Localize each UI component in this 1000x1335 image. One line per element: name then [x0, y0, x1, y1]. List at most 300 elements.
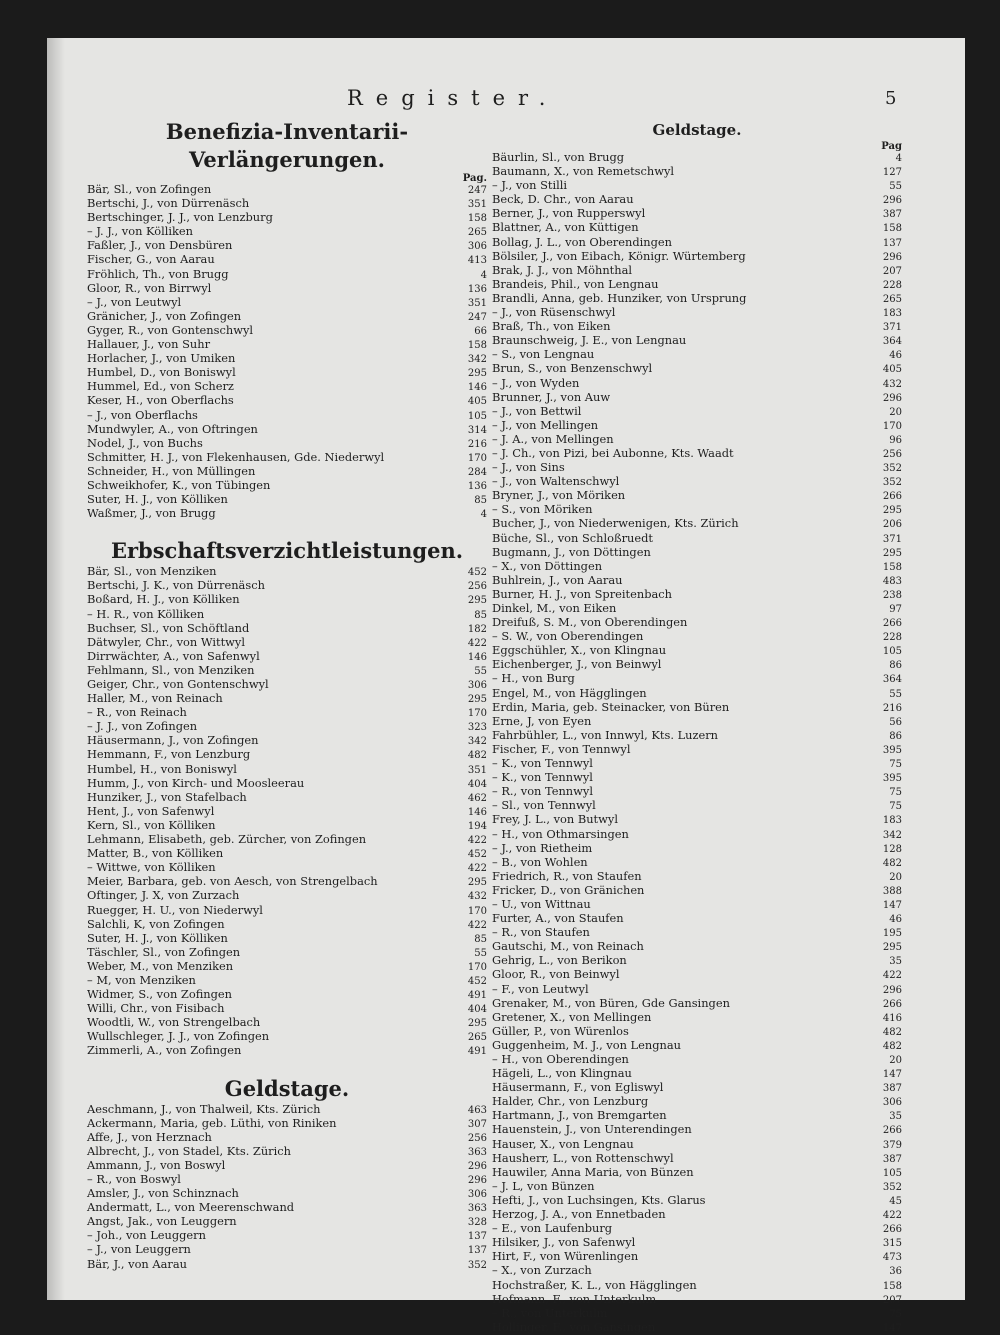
register-entry [492, 729, 902, 743]
entry-page-ref: 296 [882, 195, 902, 207]
register-entry [492, 701, 902, 715]
register-entry [87, 296, 487, 310]
register-entry [492, 179, 902, 193]
entry-name: Ammann, J., von Boswyl [87, 1157, 226, 1172]
entry-page-ref: 170 [467, 905, 487, 917]
entry-name: – J., von Oberflachs [87, 407, 198, 422]
register-entry [87, 678, 487, 692]
entry-page-ref: 128 [882, 843, 902, 855]
entry-page-ref: 306 [882, 1097, 902, 1109]
entry-name: Hausherr, L., von Rottenschwyl [492, 1150, 674, 1165]
entry-page-ref: 136 [467, 480, 487, 492]
erbschaft-list [87, 565, 487, 1058]
entry-name: Grenaker, M., von Büren, Gde Gansingen [492, 995, 730, 1010]
entry-page-ref: 85 [474, 933, 487, 945]
entry-page-ref: 216 [467, 438, 487, 450]
benefizia-list [87, 183, 487, 521]
register-entry [87, 932, 487, 946]
register-entry [87, 847, 487, 861]
entry-name: Fröhlich, Th., von Brugg [87, 266, 229, 281]
register-entry [492, 687, 902, 701]
entry-page-ref: 422 [882, 970, 902, 982]
register-entry [492, 1039, 902, 1053]
entry-name: – R., von Staufen [492, 925, 590, 940]
entry-page-ref: 295 [467, 877, 487, 889]
entry-name: Schmitter, H. J., von Flekenhausen, Gde. Niederwyl [87, 449, 385, 464]
register-entry [87, 1187, 487, 1201]
entry-page-ref: 296 [882, 392, 902, 404]
entry-page-ref: 85 [474, 495, 487, 507]
entry-name: Brunner, J., von Auw [492, 389, 611, 404]
entry-name: Amsler, J., von Schinznach [87, 1186, 239, 1201]
register-entry [492, 1180, 902, 1194]
entry-name: Dirrwächter, A., von Safenwyl [87, 648, 260, 663]
register-entry [492, 391, 902, 405]
entry-page-ref: 295 [467, 595, 487, 607]
register-entry [492, 278, 902, 292]
register-entry [87, 664, 487, 678]
entry-page-ref: 491 [467, 1046, 487, 1058]
entry-page-ref: 452 [467, 849, 487, 861]
register-entry [492, 1236, 902, 1250]
entry-name: – E., von Laufenburg [492, 1221, 613, 1236]
register-entry [492, 461, 902, 475]
entry-page-ref: 147 [882, 899, 902, 911]
entry-name: Faßler, J., von Densbüren [87, 238, 233, 253]
entry-page-ref: 328 [467, 1217, 487, 1229]
section-title-benefizia: Benefizia-Inventarii-Verlängerungen. [165, 119, 409, 172]
register-entry [492, 785, 902, 799]
entry-name: Willi, Chr., von Fisibach [87, 1001, 225, 1016]
entry-name: Bölsiler, J., von Eibach, Königr. Würtemberg [492, 248, 746, 263]
entry-page-ref: 462 [467, 792, 487, 804]
entry-page-ref: 405 [467, 396, 487, 408]
entry-name: Mundwyler, A., von Oftringen [87, 421, 258, 436]
entry-page-ref: 55 [474, 665, 487, 677]
register-entry [87, 1243, 487, 1257]
entry-page-ref: 306 [467, 680, 487, 691]
entry-page-ref: 422 [882, 1210, 902, 1222]
section-title-erbschaft: Erbschaftsverzichtleistungen. [110, 538, 464, 564]
entry-name: Keser, H., von Oberflachs [87, 393, 234, 408]
entry-name: Brak, J. J., von Möhnthal [492, 262, 633, 277]
entry-name: – K., von Tennwyl [492, 770, 593, 785]
register-entry [87, 918, 487, 932]
register-entry [492, 1250, 902, 1264]
entry-name: Hollinger, F., von Gansingen [492, 1319, 656, 1334]
entry-page-ref: 352 [467, 1259, 487, 1271]
entry-name: – J., von Rietheim [492, 840, 593, 855]
register-entry [87, 451, 487, 465]
entry-page-ref: 404 [467, 778, 487, 790]
register-entry [87, 622, 487, 636]
entry-name: Gehrig, L., von Berikon [492, 953, 627, 968]
entry-page-ref: 416 [882, 1012, 902, 1024]
entry-name: Hilsiker, J., von Safenwyl [492, 1235, 636, 1250]
register-entry [87, 875, 487, 889]
register-entry [87, 1215, 487, 1229]
entry-name: Blattner, A., von Küttigen [492, 220, 639, 235]
register-entry [492, 1321, 902, 1335]
entry-name: Häusermann, F., von Egliswyl [492, 1080, 664, 1095]
register-entry [492, 264, 902, 278]
entry-name: Schweikhofer, K., von Tübingen [87, 477, 271, 492]
entry-page-ref: 296 [882, 984, 902, 996]
register-entry [492, 546, 902, 560]
entry-name: – J., von Bettwil [492, 403, 582, 418]
entry-name: Matter, B., von Kölliken [87, 846, 224, 861]
register-entry [492, 757, 902, 771]
register-entry [492, 983, 902, 997]
register-entry [492, 672, 902, 686]
register-entry [87, 819, 487, 833]
entry-name: Humm, J., von Kirch- und Moosleerau [87, 775, 305, 790]
register-entry [492, 1152, 902, 1166]
entry-name: Kern, Sl., von Kölliken [87, 817, 216, 832]
entry-page-ref: 295 [882, 942, 902, 954]
entry-page-ref: 352 [882, 477, 902, 489]
register-entry [492, 1067, 902, 1081]
entry-name: Hauser, X., von Lengnau [492, 1136, 634, 1151]
entry-page-ref: 256 [467, 581, 487, 593]
register-entry [492, 715, 902, 729]
register-entry [492, 475, 902, 489]
register-entry [87, 748, 487, 762]
entry-page-ref: 482 [882, 1040, 902, 1052]
register-entry [87, 904, 487, 918]
entry-page-ref: 422 [467, 637, 487, 649]
entry-page-ref: 371 [882, 533, 902, 545]
entry-page-ref: 266 [882, 1224, 902, 1236]
register-entry [492, 320, 902, 334]
register-entry [492, 1095, 902, 1109]
register-entry [492, 1208, 902, 1222]
entry-name: Brandeis, Phil., von Lengnau [492, 276, 659, 291]
entry-page-ref: 364 [882, 674, 902, 686]
register-entry [87, 394, 487, 408]
entry-page-ref: 55 [474, 947, 487, 959]
entry-page-ref: 364 [882, 336, 902, 348]
register-entry [87, 1173, 487, 1187]
entry-name: – F., von Leutwyl [492, 981, 589, 996]
entry-name: Brun, S., von Benzenschwyl [492, 361, 653, 376]
register-entry [492, 1166, 902, 1180]
entry-name: Hefti, J., von Luchsingen, Kts. Glarus [492, 1192, 706, 1207]
entry-page-ref: 473 [882, 1252, 902, 1264]
register-entry [492, 1109, 902, 1123]
entry-page-ref: 295 [882, 505, 902, 517]
entry-name: – M, von Menziken [87, 972, 196, 987]
register-entry [492, 560, 902, 574]
entry-page-ref: 247 [467, 185, 487, 196]
geldstage-left-list [87, 1103, 487, 1272]
entry-name: Waßmer, J., von Brugg [87, 506, 216, 521]
register-entry [492, 419, 902, 433]
entry-name: Gretener, X., von Mellingen [492, 1009, 652, 1024]
entry-page-ref: 36 [889, 1266, 902, 1278]
entry-name: Bryner, J., von Möriken [492, 488, 626, 503]
entry-name: Salchli, K, von Zofingen [87, 916, 225, 931]
entry-name: – Joh., von Leuggern [87, 1228, 206, 1243]
register-entry [87, 974, 487, 988]
entry-page-ref: 363 [467, 1146, 487, 1158]
entry-name: Wullschleger, J. J., von Zofingen [87, 1029, 270, 1044]
register-entry [492, 940, 902, 954]
entry-name: Dinkel, M., von Eiken [492, 601, 617, 615]
register-entry [87, 211, 487, 225]
entry-page-ref: 387 [882, 209, 902, 221]
entry-page-ref: 105 [882, 1167, 902, 1179]
section-title-geldstage-right: Geldstage. [652, 121, 742, 139]
entry-page-ref: 422 [467, 863, 487, 875]
entry-name: Bertschi, J., von Dürrenäsch [87, 196, 250, 211]
entry-name: – J. J., von Kölliken [87, 224, 194, 239]
register-entry [492, 870, 902, 884]
register-entry [492, 1081, 902, 1095]
entry-page-ref: 158 [882, 223, 902, 235]
entry-page-ref: 314 [467, 424, 487, 436]
register-entry [492, 926, 902, 940]
entry-page-ref: 46 [889, 914, 902, 926]
right-column [492, 118, 902, 1335]
entry-page-ref: 482 [467, 750, 487, 762]
entry-name: Brandli, Anna, geb. Hunziker, von Ursprung [492, 290, 747, 305]
left-column [87, 118, 487, 1272]
entry-name: – X., von Zurzach [492, 1263, 592, 1278]
entry-page-ref: 183 [882, 308, 902, 320]
entry-name: Fischer, F., von Tennwyl [492, 741, 631, 756]
entry-name: – J., von Wyden [492, 375, 580, 390]
register-entry [492, 644, 902, 658]
register-entry [492, 912, 902, 926]
entry-page-ref: 387 [882, 1083, 902, 1095]
entry-name: Gloor, R., von Birrwyl [87, 280, 212, 295]
entry-name: Furter, A., von Staufen [492, 911, 624, 926]
register-entry [87, 1016, 487, 1030]
entry-name: Buhlrein, J., von Aarau [492, 572, 623, 587]
entry-name: – S., von Lengnau [492, 347, 595, 362]
entry-name: – J. A., von Mellingen [492, 431, 614, 446]
register-entry [87, 720, 487, 734]
entry-name: Hummel, Ed., von Scherz [87, 379, 234, 394]
register-entry [87, 946, 487, 960]
entry-name: Häusermann, J., von Zofingen [87, 733, 259, 748]
entry-name: Eichenberger, J., von Beinwyl [492, 657, 662, 672]
entry-page-ref: 452 [467, 567, 487, 579]
register-entry [492, 1279, 902, 1293]
register-entry [87, 805, 487, 819]
entry-name: – J. J., von Zofingen [87, 719, 198, 734]
entry-page-ref: 45 [889, 1195, 902, 1207]
entry-name: Braß, Th., von Eiken [492, 319, 611, 334]
register-entry [87, 1117, 487, 1131]
register-entry [492, 602, 902, 616]
entry-name: Ruegger, H. U., von Niederwyl [87, 902, 263, 917]
entry-page-ref: 342 [467, 736, 487, 748]
entry-name: Lehmann, Elisabeth, geb. Zürcher, von Zofingen [87, 832, 367, 847]
register-entry [87, 1131, 487, 1145]
entry-page-ref: 207 [882, 265, 902, 277]
entry-page-ref: 483 [882, 575, 902, 587]
page-header-title: Register. [347, 86, 559, 110]
entry-name: Hunziker, J., von Stafelbach [87, 789, 247, 804]
entry-page-ref: 342 [882, 829, 902, 841]
register-entry [492, 503, 902, 517]
entry-page-ref: 206 [882, 519, 902, 531]
entry-page-ref: 170 [882, 420, 902, 432]
entry-page-ref: 379 [882, 1139, 902, 1151]
register-entry [492, 207, 902, 221]
entry-name: – J. Ch., von Pizi, bei Aubonne, Kts. Waadt [492, 445, 734, 460]
entry-name: Güller, P., von Würenlos [492, 1023, 629, 1038]
entry-page-ref: 491 [467, 990, 487, 1002]
register-entry [492, 433, 902, 447]
entry-name: – R., von Reinach [87, 705, 187, 720]
entry-page-ref: 351 [467, 764, 487, 776]
register-entry [492, 151, 902, 165]
entry-page-ref: 295 [467, 694, 487, 706]
entry-name: Fahrbühler, L., von Innwyl, Kts. Luzern [492, 727, 718, 742]
register-entry [492, 588, 902, 602]
entry-name: Hirt, F., von Würenlingen [492, 1249, 639, 1264]
entry-name: Bertschi, J. K., von Dürrenäsch [87, 578, 265, 593]
entry-page-ref: 266 [882, 491, 902, 503]
entry-name: Hauenstein, J., von Unterendingen [492, 1122, 692, 1137]
entry-name: Zimmerli, A., von Zofingen [87, 1043, 242, 1058]
entry-name: – K., von Tennwyl [492, 756, 593, 771]
entry-page-ref: 46 [889, 350, 902, 362]
register-entry [492, 574, 902, 588]
entry-name: – H., von Oberendingen [492, 1052, 629, 1066]
entry-name: Gyger, R., von Gontenschwyl [87, 322, 254, 337]
entry-page-ref: 20 [889, 406, 902, 418]
register-entry [492, 898, 902, 912]
entry-name: Affe, J., von Herznach [87, 1129, 212, 1144]
entry-page-ref: 307 [467, 1118, 487, 1130]
geldstage-right-list [492, 151, 902, 1335]
entry-page-ref: 363 [467, 1203, 487, 1215]
entry-page-ref: 413 [467, 255, 487, 267]
register-entry [492, 658, 902, 672]
entry-page-ref: 265 [467, 1032, 487, 1044]
entry-name: Weber, M., von Menziken [87, 958, 234, 973]
entry-name: – H., von Othmarsingen [492, 826, 629, 841]
entry-page-ref: 342 [467, 354, 487, 366]
entry-page-ref: 56 [889, 716, 902, 728]
entry-page-ref: 182 [467, 623, 487, 635]
register-entry [492, 532, 902, 546]
entry-name: Hemmann, F., von Lenzburg [87, 747, 251, 762]
register-entry [87, 1258, 487, 1272]
entry-page-ref: 127 [882, 167, 902, 179]
entry-page-ref: 284 [467, 466, 487, 478]
register-entry [492, 1025, 902, 1039]
entry-page-ref: 306 [467, 241, 487, 253]
entry-page-ref: 296 [882, 251, 902, 263]
entry-name: Gloor, R., von Beinwyl [492, 967, 620, 982]
entry-page-ref: 147 [882, 1069, 902, 1081]
register-entry [87, 268, 487, 282]
entry-name: Engel, M., von Hägglingen [492, 685, 647, 700]
entry-name: Dätwyler, Chr., von Wittwyl [87, 634, 245, 649]
entry-name: Schneider, H., von Müllingen [87, 463, 256, 478]
entry-name: – B., von Wohlen [492, 854, 588, 869]
register-entry [492, 447, 902, 461]
register-entry [492, 1053, 902, 1067]
register-entry [87, 692, 487, 706]
entry-name: – H., von Burg [492, 671, 575, 686]
entry-page-ref: 20 [889, 1055, 902, 1066]
entry-name: Hallauer, J., von Suhr [87, 337, 211, 352]
register-entry [87, 1044, 487, 1058]
entry-name: Hochstraßer, K. L., von Hägglingen [492, 1277, 697, 1292]
register-entry [87, 380, 487, 394]
register-entry [87, 239, 487, 253]
register-entry [87, 1145, 487, 1159]
entry-page-ref: 146 [467, 651, 487, 663]
entry-page-ref: 228 [882, 632, 902, 644]
entry-page-ref: 105 [467, 410, 487, 422]
register-entry [87, 565, 487, 579]
entry-name: Fischer, G., von Aarau [87, 252, 215, 267]
entry-page-ref: 395 [882, 744, 902, 756]
entry-page-ref: 147 [882, 1322, 902, 1334]
register-entry [87, 479, 487, 493]
register-entry [492, 997, 902, 1011]
register-entry [87, 791, 487, 805]
register-entry [87, 1002, 487, 1016]
register-entry [492, 842, 902, 856]
register-entry [87, 507, 487, 521]
entry-page-ref: 306 [467, 1189, 487, 1201]
entry-page-ref: 66 [474, 325, 487, 337]
entry-name: Büche, Sl., von Schloßruedt [492, 530, 653, 545]
register-entry [492, 236, 902, 250]
entry-name: Hofmann, F., von Unterkulm [492, 1291, 657, 1306]
entry-page-ref: 432 [882, 378, 902, 390]
entry-page-ref: 85 [474, 609, 487, 621]
entry-name: – J., von Leuggern [87, 1242, 191, 1257]
register-entry [492, 856, 902, 870]
entry-page-ref: 75 [889, 759, 902, 771]
register-entry [87, 352, 487, 366]
entry-name: Hent, J., von Safenwyl [87, 803, 215, 818]
register-entry [492, 348, 902, 362]
register-entry [492, 377, 902, 391]
entry-page-ref: 96 [889, 434, 902, 446]
register-entry [87, 1030, 487, 1044]
entry-name: – S., von Möriken [492, 502, 593, 517]
register-entry [87, 282, 487, 296]
entry-page-ref: 256 [882, 448, 902, 460]
register-entry [492, 517, 902, 531]
entry-name: Suter, H. J., von Kölliken [87, 492, 228, 507]
entry-name: Berner, J., von Rupperswyl [492, 206, 646, 221]
section-title-geldstage-left: Geldstage. [224, 1075, 350, 1101]
entry-page-ref: 86 [889, 660, 902, 672]
entry-name: Bugmann, J., von Döttingen [492, 544, 651, 559]
entry-name: Bär, Sl., von Zofingen [87, 182, 212, 196]
register-entry [492, 362, 902, 376]
entry-page-ref: 97 [889, 604, 902, 615]
entry-name: Fehlmann, Sl., von Menziken [87, 662, 255, 677]
entry-name: Hauwiler, Anna Maria, von Bünzen [492, 1164, 694, 1179]
register-entry [492, 193, 902, 207]
entry-name: Buchser, Sl., von Schöftland [87, 620, 250, 635]
entry-name: Burner, H. J., von Spreitenbach [492, 586, 673, 601]
entry-name: Bucher, J., von Niederwenigen, Kts. Zürich [492, 516, 739, 531]
entry-page-ref: 35 [889, 1111, 902, 1123]
